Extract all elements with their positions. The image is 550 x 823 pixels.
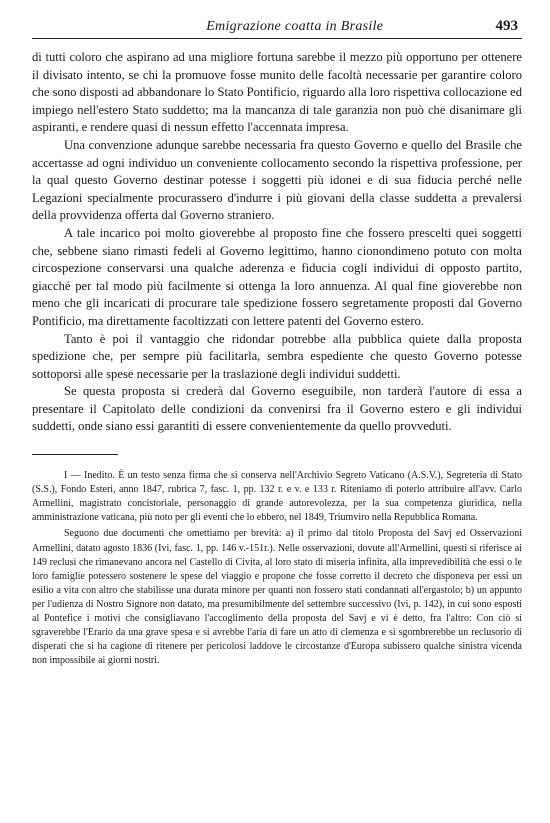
running-title: Emigrazione coatta in Brasile — [206, 19, 384, 34]
body-paragraph: A tale incarico poi molto gioverebbe al proposto fine che fossero prescelti quei soggetti che, sebbene siano rimasti fedeli al Governo legittimo, hanno cionondimeno potuto con molta circospezione conservarsi una qualche aderenza e fiducia cogli individui di opposto partito, giacché per tal modo più facilmente si ottenga la loro annuenza. Al qual fine gioverebbe non meno che gli incaricati di procurare tale spedizione fossero segretamente proposti dal Governo Pontificio, ma direttamente facoltizzati con lettere patenti del Governo estero. — [32, 225, 522, 328]
footnotes — [32, 469, 522, 668]
footnote-paragraph: Seguono due documenti che omettiamo per brevità: a) il primo dal titolo Proposta del Savj ed Osservazioni Armellini, datato agosto 1836 (Ivi, fasc. 1, pp. 146 v.-151r.). Nelle osservazioni, dovute all'Armellini, questi si riferisce ai 149 reclusi che rimanevano ancora nel Castello di Civita, al loro stato di miseria infinita, alla imprevedibilità che essi o le loro famiglie potessero sostenere le spese del viaggio e propone che fosse corretto il decreto che disponeva per essi un esilio a vita con altro che stabilisse una durata minore per quanti non fossero stati condannati all'ergastolo; b) un appunto per l'udienza di Nostro Signore non datato, ma presumibilmente del settembre successivo (Ivi, p. 142), in cui sono esposti al Pontefice i motivi che consigliavano l'accoglimento della proposta del Savj e vi è detto, fra l'altro: Con ciò si sgraverebbe l'Erario da una grave spesa e si avrebbe l'aria di fare un atto di clemenza e si sgombrerebbe un reclusorio di disperati che si ha cagione di ritenere per pericolosi laddove le circostanze d'Europa subissero qualche sinistra vicenda non impossibile ai giorni nostri. — [32, 528, 522, 667]
footnote-separator — [32, 454, 118, 455]
body-paragraph: Una convenzione adunque sarebbe necessaria fra questo Governo e quello del Brasile che accertasse ad ogni individuo un conveniente collocamento secondo la rispettiva professione, per la qual questo Governo destinar potesse i soggetti più idonei e di sua fiducia perché nelle Legazioni specialmente procurassero d'indurre i più giovani della classe suddetta a prevalersi della provvidenza offerta dal Governo straniero. — [32, 137, 522, 223]
footnote-paragraph: I — Inedito. È un testo senza firma che si conserva nell'Archivio Segreto Vaticano (A.S.V.), Segreteria di Stato (S.S.), Fondo Esteri, anno 1847, rubrica 7, fasc. 1, pp. 132 r. e v. e 133 r. Riteniamo di poterlo attribuire all'avv. Carlo Armellini, magistrato concistoriale, personaggio di grande autorevolezza, per la sua competenza giuridica, nella amministrazione vaticana, più noto per gli eventi che lo ebbero, nel 1849, Triumviro nella Repubblica Romana. — [32, 470, 522, 524]
page-number: 493 — [495, 18, 518, 34]
page-header — [32, 18, 522, 39]
main-text — [32, 49, 522, 436]
document-page — [32, 18, 522, 668]
body-paragraph: Se questa proposta si crederà dal Governo eseguibile, non tarderà l'autore di essa a presentare il Capitolato delle condizioni da convenirsi fra il Governo estero e gli individui suddetti, onde siano essi garantiti di essere convenientemente da quello provveduti. — [32, 384, 522, 434]
body-paragraph: Tanto è poi il vantaggio che ridondar potrebbe alla pubblica quiete dalla proposta spedizione che, per sempre più facilitarla, sembra espediente che questo Governo potesse sottoporsi alle spese necessarie per la traslazione degli individui suddetti. — [32, 331, 522, 381]
body-paragraph: di tutti coloro che aspirano ad una migliore fortuna sarebbe il mezzo più opportuno per ottenere il divisato intento, se chi la promuove fosse munito delle facoltà necessarie per garantire coloro che sono disposti ad abbandonare lo Stato Pontificio, riguardo alla loro rispettiva collocazione ed impiego nell'estero Stato suddetto; ma la mancanza di tale garanzia non può che disanimare gli aspiranti, e rendere quasi di nessun effetto l'accennata impresa. — [32, 50, 522, 135]
